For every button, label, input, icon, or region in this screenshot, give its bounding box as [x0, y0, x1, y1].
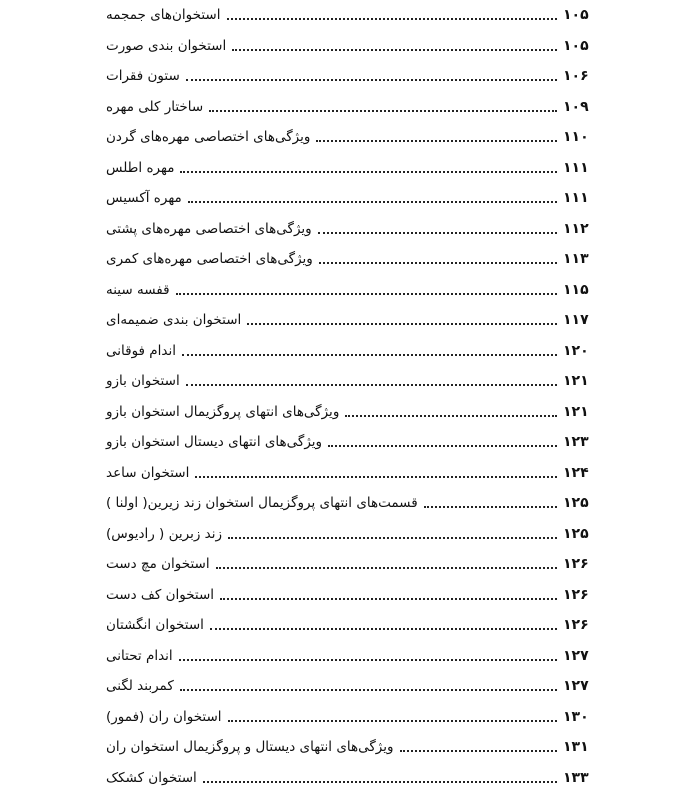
dot-leader — [220, 598, 557, 600]
toc-entry-page-number: ۱۲۱ — [563, 373, 597, 389]
toc-entry-title: ویژگی‌های انتهای دیستال و پروگزیمال استخوان ران — [102, 739, 394, 755]
toc-entry-page-number: ۱۲۳ — [563, 434, 597, 450]
toc-entry-page-number: ۱۰۶ — [563, 68, 597, 84]
dot-leader — [328, 445, 557, 447]
toc-entry — [102, 488, 597, 519]
toc-entry-title: استخوان ساعد — [102, 465, 189, 481]
toc-entry-title: استخوان کف دست — [102, 587, 214, 603]
toc-entry-page-number: ۱۱۱ — [563, 190, 597, 206]
toc-entry — [102, 305, 597, 336]
toc-entry-title: مهره اطلس — [102, 160, 174, 176]
toc-entry-page-number: ۱۱۲ — [563, 221, 597, 237]
toc-entry-page-number: ۱۰۹ — [563, 99, 597, 115]
toc-entry-page-number: ۱۱۵ — [563, 282, 597, 298]
toc-entry-title: زند زبرین ( رادیوس) — [102, 526, 222, 542]
toc-entry-title: استخوان بندی صورت — [102, 38, 226, 54]
toc-entry-page-number: ۱۲۶ — [563, 556, 597, 572]
toc-entry-title: اندام تحتانی — [102, 648, 173, 664]
toc-entry — [102, 244, 597, 275]
dot-leader — [228, 720, 557, 722]
toc-entry-title: استخوان کشکک — [102, 770, 197, 786]
toc-entry-title: ویژگی‌های اختصاصی مهره‌های پشتی — [102, 221, 312, 237]
toc-entry-title: ویژگی‌های انتهای دیستال استخوان بازو — [102, 434, 322, 450]
toc-entry-title: استخوان ران (فمور) — [102, 709, 222, 725]
toc-entry-title: استخوان بندی ضمیمه‌ای — [102, 312, 241, 328]
toc-entry-page-number: ۱۲۷ — [563, 648, 597, 664]
dot-leader — [186, 384, 557, 386]
dot-leader — [424, 506, 557, 508]
toc-entry — [102, 458, 597, 489]
toc-entry-page-number: ۱۲۰ — [563, 343, 597, 359]
toc-entry-title: استخوان‌های جمجمه — [102, 7, 221, 23]
toc-entry-title: ستون فقرات — [102, 68, 180, 84]
toc-entry — [102, 183, 597, 214]
toc-entry — [102, 153, 597, 184]
toc-entry-page-number: ۱۱۰ — [563, 129, 597, 145]
dot-leader — [316, 140, 557, 142]
dot-leader — [180, 171, 557, 173]
toc-entry-page-number: ۱۲۶ — [563, 617, 597, 633]
toc-entry-title: اندام فوقانی — [102, 343, 176, 359]
dot-leader — [345, 415, 557, 417]
dot-leader — [228, 537, 557, 539]
toc-entry — [102, 732, 597, 763]
dot-leader — [195, 476, 557, 478]
toc-entry — [102, 549, 597, 580]
toc-entry-title: کمربند لگنی — [102, 678, 174, 694]
toc-entry-title: استخوان انگشتان — [102, 617, 204, 633]
toc-entry-page-number: ۱۲۵ — [563, 526, 597, 542]
dot-leader — [203, 781, 557, 783]
dot-leader — [179, 659, 557, 661]
toc-entry-page-number: ۱۰۵ — [563, 7, 597, 23]
dot-leader — [186, 79, 557, 81]
dot-leader — [180, 689, 557, 691]
toc-entry-page-number: ۱۱۷ — [563, 312, 597, 328]
toc-entry — [102, 763, 597, 793]
toc-entry-title: مهره آکسیس — [102, 190, 182, 206]
toc-entry — [102, 427, 597, 458]
toc-entry-title: استخوان بازو — [102, 373, 180, 389]
dot-leader — [318, 232, 557, 234]
toc-entry — [102, 214, 597, 245]
dot-leader — [247, 323, 557, 325]
toc-entry-page-number: ۱۳۰ — [563, 709, 597, 725]
toc-entry — [102, 397, 597, 428]
toc-entry-page-number: ۱۲۷ — [563, 678, 597, 694]
toc-entry-title: ویژگی‌های اختصاصی مهره‌های گردن — [102, 129, 310, 145]
toc-entry-page-number: ۱۳۱ — [563, 739, 597, 755]
dot-leader — [210, 628, 557, 630]
dot-leader — [209, 110, 557, 112]
toc-entry — [102, 92, 597, 123]
toc-entry — [102, 122, 597, 153]
toc-entry — [102, 366, 597, 397]
toc-entry — [102, 519, 597, 550]
toc-entry-title: استخوان مچ دست — [102, 556, 210, 572]
dot-leader — [319, 262, 557, 264]
toc-entry-title: قسمت‌های انتهای پروگزیمال استخوان زند زیرین( اولنا ) — [102, 495, 418, 511]
toc-entry-title: ویژگی‌های اختصاصی مهره‌های کمری — [102, 251, 313, 267]
toc-entry-title: ساختار کلی مهره — [102, 99, 203, 115]
dot-leader — [188, 201, 557, 203]
toc-entry-page-number: ۱۲۵ — [563, 495, 597, 511]
table-of-contents — [102, 0, 597, 793]
dot-leader — [216, 567, 557, 569]
toc-entry — [102, 671, 597, 702]
dot-leader — [227, 18, 558, 20]
toc-entry — [102, 610, 597, 641]
toc-entry — [102, 0, 597, 31]
toc-entry-page-number: ۱۲۶ — [563, 587, 597, 603]
toc-entry-page-number: ۱۲۴ — [563, 465, 597, 481]
toc-entry-title: ویژگی‌های انتهای پروگزیمال استخوان بازو — [102, 404, 339, 420]
toc-entry — [102, 641, 597, 672]
toc-entry — [102, 580, 597, 611]
toc-entry-title: قفسه سینه — [102, 282, 170, 298]
toc-entry — [102, 275, 597, 306]
dot-leader — [176, 293, 557, 295]
dot-leader — [400, 750, 557, 752]
toc-entry-page-number: ۱۱۳ — [563, 251, 597, 267]
toc-entry — [102, 31, 597, 62]
toc-entry-page-number: ۱۱۱ — [563, 160, 597, 176]
toc-entry — [102, 702, 597, 733]
toc-entry — [102, 336, 597, 367]
dot-leader — [232, 49, 557, 51]
dot-leader — [182, 354, 557, 356]
toc-entry — [102, 61, 597, 92]
toc-entry-page-number: ۱۰۵ — [563, 38, 597, 54]
toc-entry-page-number: ۱۳۳ — [563, 770, 597, 786]
toc-entry-page-number: ۱۲۱ — [563, 404, 597, 420]
